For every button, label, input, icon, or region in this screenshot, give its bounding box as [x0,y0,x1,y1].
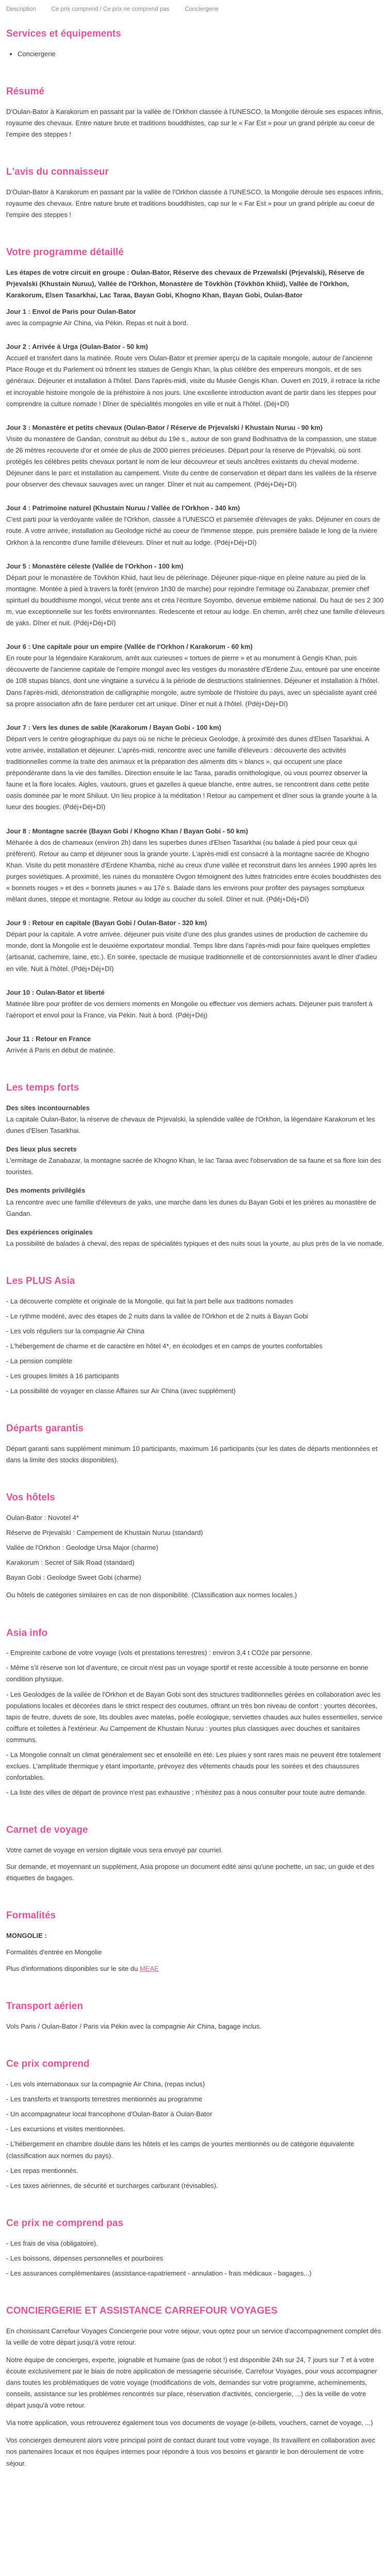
highlight-moments-text: La rencontre avec une famille d'éleveurs de yaks, une marche dans les dunes du Bayan Gobi et les prières au monastère de Gandan. [6,1198,377,1217]
price-included-title: Ce prix comprend [6,2059,90,2070]
price-included-item: - Les excursions et visites mentionnées. [6,2125,125,2133]
price-not-included-title: Ce prix ne comprend pas [6,2217,124,2229]
section-program [6,246,385,1056]
price-included-item: - Un accompagnateur local francophone d'Oulan-Bator à Oulan-Bator [6,2110,213,2118]
highlight-moments [6,1185,385,1219]
hotel-item: Oulan-Bator : Novotel 4* [6,1513,79,1521]
hotel-item: Vallée de l'Orkhon : Geolodge Ursa Major (charme) [6,1544,158,1552]
highlight-secrets [6,1144,385,1178]
day-2-title: Jour 2 : Arrivée à Urga (Oulan-Bator - 50 km) [6,343,148,351]
plus-asia-list [6,1296,385,1397]
day-5 [6,561,385,629]
day-9-title: Jour 9 : Retour en capitale (Bayan Gobi / Oulan-Bator - 320 km) [6,919,207,927]
section-anchor-nav [6,4,385,15]
price-included-item: - Les taxes aériennes, de sécurité et surcharges carburant (révisables). [6,2181,218,2189]
highlight-experiences-label: Des expériences originales [6,1228,93,1236]
hotels-note: Ou hôtels de catégories similaires en cas de non disponibilité. (Classification aux normes locales.) [6,1591,297,1599]
day-8 [6,826,385,906]
meae-link[interactable]: MEAE [140,1965,159,1973]
anchor-description[interactable]: Description [6,6,36,12]
price-included-item: - L'hébergement en chambre double dans les hôtels et les camps de yourtes mentionnés ou de catégorie équivalente (classification aux normes du pays). [6,2140,354,2160]
plus-asia-item: - La possibilité de voyager en classe Affaires sur Air China (avec supplément) [6,1387,236,1395]
conciergerie-title: CONCIERGERIE ET ASSISTANCE CARREFOUR VOYAGES [6,2305,278,2316]
day-5-text: Départ pour le monastère de Tövkhön Khiid, haut lieu de pèlerinage. Déjeuner pique-nique en pleine nature au pied de la montagne. Montée à pied à travers la forêt (environ 1h30 de marche) pour rejoindre l'ermitage où Zanabazar, premier chef spirituel du bouddhisme mongol, vécut trente ans et créa l'écriture Soyombo, devenue emblème national. Du haut de ses 2 300 m, vue exceptionnelle sur les forêts environnantes. Redescente et retour au lodge. En chemin, arrêt chez une famille d'éleveurs de yaks. Dîner et nuit. (Pdéj+Déj+Dî) [6,573,385,627]
day-10-text: Matinée libre pour profiter de vos derniers moments en Mongolie ou effectuer vos derniers achats. Déjeuner puis transfert à l'aéroport et envol pour la France, via Pékin. Nuit à bord. (Pdéj+Déj) [6,999,373,1019]
section-asia-info [6,1627,385,1799]
transport-text: Vols Paris / Oulan-Bator / Paris via Pékin avec la compagnie Air China, bagage inclus. [6,2022,262,2031]
day-3-title: Jour 3 : Monastère et petits chevaux (Oulan-Bator / Réserve de Prjevalski / Khustain Nuruu - 90 km) [6,423,323,431]
section-hotels [6,1492,385,1601]
services-title: Services et équipements [6,28,121,39]
formalites-entry-line: Formalités d'entrée en Mongolie [6,1948,102,1956]
conciergerie-paragraph: Via notre application, vous retrouverez également tous vos documents de voyage (e-billets, vouchers, carnet de voyage, ...) [6,2419,373,2427]
formalites-country: MONGOLIE : [6,1932,47,1940]
section-avis [6,166,385,221]
day-3-text: Visite du monastère de Gandan, construit au début du 19è s., autour de son grand Bodhisattva de la compassion, une statue de 26 mètres recouverte d'or et ornée de plus de 2000 pierres précieuses. Départ pour la réserve de Prjevalski, où sont protégés les célèbres petits chevaux portant le nom de leur découvreur et seuls ancêtres existants du cheval moderne. Déjeuner dans le parc et installation au campement. Visite du centre de conservation et départ dans les vallées de la réserve pour observer des chevaux sauvages avec un ranger. Dîner et nuit au campement. (Pdéj+Déj+Dî) [6,434,377,489]
day-9-text: Départ pour la capitale. A votre arrivée, déjeuner puis visite d'une des plus grandes usines de production de cachemire du monde, dont la Mongolie est le deuxième exportateur mondial. Temps libre dans l'après-midi pour faire quelques emplettes (artisanat, cachemire, laine, etc.). En soirée, spectacle de musique traditionnelle et de contorsionnistes avant le dîner d'adieu en ville. Nuit à l'hôtel. (Pdéj+Déj+Dî) [6,930,377,973]
avis-title: L'avis du connaisseur [6,166,109,177]
services-list [6,48,385,60]
highlight-secrets-text: L'ermitage de Zanabazar, la montagne sacrée de Khogno Khan, le lac Taraa avec l'observation de sa faune et sa flore loin des touristes. [6,1157,381,1176]
highlight-sites-text: La capitale Oulan-Bator, la réserve de chevaux de Prjevalski, la splendide vallée de l'Orkhon, la légendaire Karakorum et les dunes d'Elsen Tasarkhai. [6,1115,375,1135]
formalites-title: Formalités [6,1910,56,1921]
program-stages: Les étapes de votre circuit en groupe : Oulan-Bator, Réserve des chevaux de Przewalski (Prjevalski), Réserve de Prjevalski (Khustain Nuruu), Vallée de l'Orkhon, Monastère de Tövkhön (Tövkhön Khiid), Vallée de l'Orkhon, Karakorum, Elsen Tasarkhai, Lac Taraa, Bayan Gobi, Khogno Khan, Bayan Gobi, Oulan-Bator [6,268,365,299]
carnet-paragraph: Votre carnet de voyage en version digitale vous sera envoyé par courriel. [6,1846,223,1854]
highlights-title: Les temps forts [6,1082,79,1094]
price-not-included-list [6,2238,385,2279]
day-11-text: Arrivée à Paris en début de matinée. [6,1046,116,1054]
hotel-item: Réserve de Prjevalski : Campement de Khustain Nuruu (standard) [6,1529,203,1537]
price-not-included-item: - Les boissons, dépenses personnelles et pourboires [6,2254,164,2262]
highlight-sites-label: Des sites incontournables [6,1103,90,1112]
highlight-experiences [6,1227,385,1249]
asia-info-item: - Même s'il réserve son lot d'aventure, ce circuit n'est pas un voyage sportif et reste accessible à toute personne en bonne condition physique. [6,1664,368,1683]
price-included-item: - Les repas mentionnés. [6,2166,78,2174]
plus-asia-item: - Les vols réguliers sur la compagnie Air China [6,1327,145,1335]
plus-asia-title: Les PLUS Asia [6,1275,75,1286]
day-1 [6,306,385,329]
day-4 [6,503,385,548]
day-7-title: Jour 7 : Vers les dunes de sable (Karakorum / Bayan Gobi - 100 km) [6,723,221,731]
day-5-title: Jour 5 : Monastère céleste (Vallée de l'Orkhon - 100 km) [6,562,184,570]
formalites-meae-line [6,1963,385,1975]
section-departs-garantis [6,1423,385,1466]
day-11 [6,1033,385,1056]
plus-asia-item: - La pension complète [6,1357,72,1365]
resume-text: D'Oulan-Bator à Karakorum en passant par la vallée de l'Orkhon classée à l'UNESCO, la Mongolie déroule ses espaces infinis, royaume des chevaux. Entre nature brute et traditions bouddhistes, cap sur le « Far Est » pour un grand périple au coeur de l'empire des steppes ! [6,107,383,138]
highlight-sites [6,1102,385,1136]
section-conciergerie-assistance [6,2305,385,2469]
asia-info-title: Asia info [6,1627,48,1638]
day-8-title: Jour 8 : Montagne sacrée (Bayan Gobi / Khogno Khan / Bayan Gobi - 50 km) [6,827,248,835]
asia-info-item: - La Mongolie connaît un climat généralement sec et ensoleillé en été. Les pluies y sont rares mais ne peuvent être totalement exclues. L'amplitude thermique y étant importante, prévoyez des vêtements chauds pour les soirées et des chaussures confortables. [6,1751,381,1782]
asia-info-list [6,1647,385,1798]
section-price-not-included [6,2217,385,2279]
departs-title: Départs garantis [6,1423,84,1434]
section-highlights [6,1082,385,1249]
price-not-included-item: - Les assurances complémentaires (assistance-rapatriement - annulation - frais médicaux - bagages...) [6,2269,312,2277]
highlight-experiences-text: La possibilité de balades à cheval, des repas de spécialités typiques et des nuits sous la yourte, au plus près de la vie nomade. [6,1239,384,1247]
program-title: Votre programme détaillé [6,246,124,258]
conciergerie-paragraph: En choisissant Carrefour Voyages Conciergerie pour votre séjour, vous optez pour un service d'accompagnement complet dès la veille de votre départ jusqu'à votre retour. [6,2327,381,2346]
section-formalites [6,1910,385,1975]
day-10 [6,987,385,1021]
anchor-prix-comprend[interactable]: Ce prix comprend / Ce prix ne comprend pas [51,6,170,12]
day-4-title: Jour 4 : Patrimoine naturel (Khustain Nuruu / Vallée de l'Orkhon - 340 km) [6,504,240,512]
carnet-paragraph: Sur demande, et moyennant un supplément, Asia propose un document édité ainsi qu'une pochette, un sac, un guide et des étiquettes de bagages. [6,1863,374,1882]
day-4-text: C'est parti pour la verdoyante vallée de l'Orkhon, classée à l'UNESCO et parsemée d'élevages de yaks. Déjeuner en cours de route. A votre arrivée, installation au Geolodge niché au coeur de l'immense steppe, puis première balade le long de la rivière Orkhon à la rencontre d'une famille d'éleveurs. Dîner et nuit au lodge. (Pdéj+Déj+Dî) [6,515,380,546]
section-carnet [6,1824,385,1884]
avis-text: D'Oulan-Bator à Karakorum en passant par la vallée de l'Orkhon classée à l'UNESCO, la Mongolie déroule ses espaces infinis, royaume des chevaux. Entre nature brute et traditions bouddhistes, cap sur le « Far Est » pour un grand périple au coeur de l'empire des steppes ! [6,188,383,219]
carnet-title: Carnet de voyage [6,1825,88,1836]
asia-info-item: - Les Geolodges de la vallée de l'Orkhon et de Bayan Gobi sont des structures traditionnelles gérées en collaboration avec les populations locales et décorées dans le strict respect des coutumes, offrant un très bon niveau de confort : yourtes décorées, tapis de feutre, duvets de soie, lits doubles avec matelas, poêle écologique, serviettes chaudes aux huiles essentielles, service coiffure et toilettes à l'extérieur. Au Campement de Khustain Nuruu : yourtes plus classiques avec douches et sanitaires communs. [6,1690,383,1744]
day-1-title: Jour 1 : Envol de Paris pour Oulan-Bator [6,307,136,315]
hotel-item: Karakorum : Secret of Silk Road (standard) [6,1559,135,1567]
hotel-item: Bayan Gobi : Geolodge Sweet Gobi (charme) [6,1574,141,1582]
section-services [6,28,385,60]
plus-asia-item: - Le rythme modéré, avec des étapes de 2 nuits dans la vallée de l'Orkhon et de 2 nuits à Bayan Gobi [6,1312,308,1320]
price-included-item: - Les transferts et transports terrestres mentionnés au programme [6,2095,203,2103]
day-2 [6,341,385,410]
formalites-meae-prefix: Plus d'informations disponibles sur le site du [6,1965,140,1973]
day-1-text: avec la compagnie Air China, via Pékin. Repas et nuit à bord. [6,319,188,327]
day-7-text: Départ vers le centre géographique du pays où se niche le précieux Geolodge, à proximité des dunes d'Elsen Tasarkhai. A votre arrivée, installation et déjeuner. L'après-midi, rencontre avec une famille d'éleveurs : découverte des activités traditionnelles comme la traite des animaux et la préparation des aliments dits « blancs », qui occupent une place prépondérante dans la vie des familles. Direction ensuite le lac Taraa, paradis ornithologique, où vous pourrez observer la faune et la flore locales. Aigles, vautours, grues et gazelles à queue blanche, entre autres, se rencontrent dans cette petite oasis dominée par le mont Shiluut. Un lieu propice à la méditation ! Retour au campement et dîner sous la grande yourte à la lueur des bougies. (Pdéj+Déj+Dî) [6,734,377,811]
section-transport [6,2000,385,2032]
plus-asia-item: - L'hébergement de charme et de caractère en hôtel 4*, en écolodges et en camps de yourtes confortables [6,1342,323,1350]
section-resume [6,86,385,140]
anchor-conciergerie[interactable]: Conciergerie [185,6,219,12]
day-6-title: Jour 6 : Une capitale pour un empire (Vallée de l'Orkhon / Karakorum - 60 km) [6,643,253,651]
section-price-included [6,2058,385,2192]
conciergerie-paragraph: Vos concierges demeurent alors votre principal point de contact durant tout votre voyage. Ils travaillent en collaboration avec nos partenaires locaux et nos équipes internes pour répondre à tous vos besoins et garantir le bon déroulement de votre séjour. [6,2436,376,2467]
highlight-moments-label: Des moments privilégiés [6,1186,86,1195]
day-7 [6,722,385,813]
transport-title: Transport aérien [6,2001,83,2012]
hotels-list [6,1512,385,1583]
day-11-title: Jour 11 : Retour en France [6,1034,91,1043]
departs-text: Départ garanti sans supplément minimum 10 participants, maximum 16 participants (sur les dates de départs mentionnées et dans la limite des stocks disponibles). [6,1445,378,1464]
day-8-text: Méharée à dos de chameaux (environ 2h) dans les superbes dunes d'Elsen Tasarkhai (ou balade à pied pour ceux qui préfèrent). Retour au camp et déjeuner sous la grande yourte. L'après-midi est consacré à la montagne sacrée de Khogno Khan. Visite du petit monastère d'Erdene Khamba, niché au creux d'une vallée et reconstruit dans les années 1990 après les purges soviétiques. A proximité, les ruines du monastère Ovgon témoignent des luttes fratricides entre écoles bouddhistes des « bonnets rouges » et des « bonnets jaunes » au 17è s. Balade dans les environs pour profiter des paysages somptueux mêlant dunes, steppe et montagne. Retour au lodge au coucher du soleil. Dîner et nuit. (Pdéj+Déj+Dî) [6,838,381,904]
day-6-text: En route pour la légendaire Karakorum, arrêt aux curieuses « tortues de pierre » et au monument à Gengis Khan, puis découverte de l'ancienne capitale de l'empire mongol avec les vestiges du monastère d'Erdene Zuu, entouré par une enceinte de 108 stupas blancs, dont une vingtaine a survécu à la période de destructions staliniennes. Déjeuner et installation à l'hôtel. Dans l'après-midi, démonstration de calligraphie mongole, autre symbole de l'histoire du pays, avec un spécialiste ayant créé sa propre association afin de faire perdurer cet art unique. Dîner et nuit à l'hôtel. (Pdéj+Déj+Dî) [6,654,380,708]
day-2-text: Accueil et transfert dans la matinée. Route vers Oulan-Bator et premier aperçu de la capitale mongole, autour de l'ancienne Place Rouge et du Parlement où trônent les statues de Gengis Khan, la plus célèbre des empereurs mongols, et de ses généraux. Déjeuner et installation à l'hôtel. Dans l'après-midi, visite du Musée Gengis Khan. Ouvert en 2019, il retrace la riche et incroyable histoire mongole de la préhistoire à nos jours. Une excellente introduction avant de partir dans les steppes pour comprendre la culture nomade ! Dîner de spécialités mongoles en ville et nuit à l'hôtel. (Déj+Dî) [6,354,380,408]
asia-info-item: - Empreinte carbone de votre voyage (vols et prestations terrestres) : environ 3,4 t CO2e par personne. [6,1649,313,1657]
hotels-title: Vos hôtels [6,1492,55,1503]
service-item-conciergerie: • Conciergerie [18,48,385,60]
price-included-item: - Les vols internationaux sur la compagnie Air China, (repas inclus) [6,2080,205,2088]
price-not-included-item: - Les frais de visa (obligatoire). [6,2239,98,2247]
asia-info-item: - La liste des villes de départ de province n'est pas exhaustive ; n'hésitez pas à nous consulter pour toute autre demande. [6,1788,367,1797]
section-plus-asia [6,1275,385,1397]
plus-asia-item: - La découverte complète et originale de la Mongolie, qui fait la part belle aux traditions nomades [6,1297,294,1305]
day-6 [6,641,385,710]
price-included-list [6,2079,385,2192]
plus-asia-item: - Les groupes limités à 16 participants [6,1372,119,1380]
conciergerie-paragraph: Notre équipe de concierges, experte, joignable et humaine (pas de robot !) est disponible 24h sur 24, 7 jours sur 7 et à votre écoute exclusivement par le biais de notre application de messagerie sécurisée, Carrefour Voyages, pour vous accompagner dans toutes les problématiques de votre voyage (modifications de vols, demandes sur votre programme, acheminements, conseils, assistance sur les problèmes rencontrés sur place, réservation d'activités, conciergerie, ...) dès la veille de votre départ jusqu'à votre retour. [6,2355,378,2410]
day-10-title: Jour 10 : Oulan-Bator et liberté [6,988,105,996]
resume-title: Résumé [6,86,44,97]
highlight-secrets-label: Des lieux plus secrets [6,1145,77,1153]
day-3 [6,422,385,491]
day-9 [6,917,385,974]
